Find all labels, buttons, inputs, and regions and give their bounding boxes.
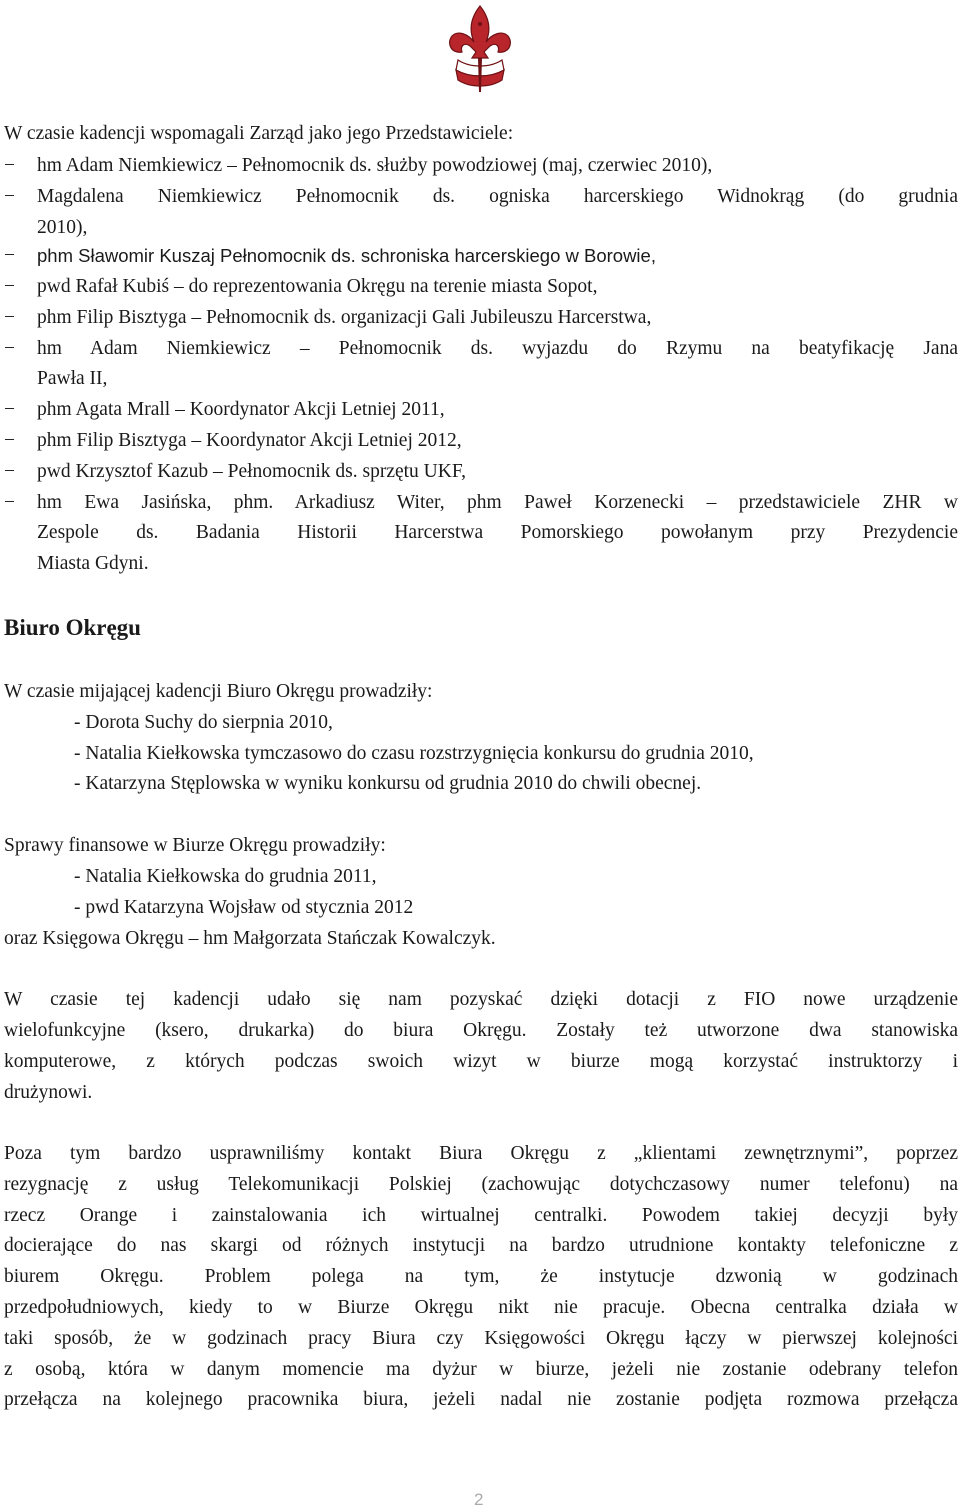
list-dash: − bbox=[4, 399, 15, 420]
list-dash: − bbox=[4, 155, 15, 176]
section-heading: Biuro Okręgu bbox=[4, 615, 141, 640]
paragraph-line: Poza tym bardzo usprawniliśmy kontakt Biura Okręgu z „klientami zewnętrznymi”, poprzez bbox=[4, 1143, 958, 1164]
page-number: 2 bbox=[474, 1490, 484, 1509]
list-item: hm Adam Niemkiewicz – Pełnomocnik ds. służby powodziowej (maj, czerwiec 2010), bbox=[37, 155, 713, 176]
list-dash: − bbox=[4, 276, 15, 297]
list-item: - pwd Katarzyna Wojsław od stycznia 2012 bbox=[74, 897, 414, 918]
list-item: phm Filip Bisztyga – Pełnomocnik ds. organizacji Gali Jubileuszu Harcerstwa, bbox=[37, 307, 652, 328]
paragraph-line: przedpołudniowych, kiedy to w Biurze Okręgu nikt nie pracuje. Obecna centralka działa w bbox=[4, 1297, 958, 1318]
list-item-continuation: Miasta Gdyni. bbox=[37, 553, 149, 574]
list-item: - Katarzyna Stęplowska w wyniku konkursu od grudnia 2010 do chwili obecnej. bbox=[74, 773, 702, 794]
paragraph-line: W czasie tej kadencji udało się nam pozyskać dzięki dotacji z FIO nowe urządzenie bbox=[4, 989, 958, 1010]
finance-intro: Sprawy finansowe w Biurze Okręgu prowadziły: bbox=[4, 835, 386, 856]
list-dash: − bbox=[4, 430, 15, 451]
list-item: pwd Krzysztof Kazub – Pełnomocnik ds. sprzętu UKF, bbox=[37, 461, 466, 482]
list-item: Magdalena Niemkiewicz Pełnomocnik ds. ogniska harcerskiego Widnokrąg (do grudnia bbox=[37, 186, 958, 207]
list-item: phm Sławomir Kuszaj Pełnomocnik ds. schroniska harcerskiego w Borowie, bbox=[37, 245, 656, 266]
paragraph-line: przełącza na kolejnego pracownika biura, jeżeli nadal nie zostanie podjęta rozmowa przełącza bbox=[4, 1389, 958, 1410]
list-item: phm Agata Mrall – Koordynator Akcji Letniej 2011, bbox=[37, 399, 445, 420]
paragraph-line: biurem Okręgu. Problem polega na tym, że instytucje dzwonią w godzinach bbox=[4, 1266, 958, 1287]
representatives-intro: W czasie kadencji wspomagali Zarząd jako jego Przedstawiciele: bbox=[4, 123, 514, 144]
paragraph-line: taki sposób, że w godzinach pracy Biura czy Księgowości Okręgu łączy w pierwszej kolejności bbox=[4, 1328, 958, 1349]
list-dash: − bbox=[4, 338, 15, 359]
paragraph-line: rezygnację z usług Telekomunikacji Polskiej (zachowując dotychczasowy numer telefonu) na bbox=[4, 1174, 958, 1195]
paragraph-line: z osobą, która w danym momencie ma dyżur w biurze, jeżeli nie zostanie odebrany telefon bbox=[4, 1359, 958, 1380]
list-item-continuation: Pawła II, bbox=[37, 368, 108, 389]
list-item-continuation: 2010), bbox=[37, 217, 88, 238]
paragraph-line: rzecz Orange i zainstalowania ich wirtualnej centralki. Powodem takiej decyzji były bbox=[4, 1205, 958, 1226]
list-item-continuation: Zespole ds. Badania Historii Harcerstwa Pomorskiego powołanym przy Prezydencie bbox=[37, 522, 958, 543]
office-intro: W czasie mijającej kadencji Biuro Okręgu prowadziły: bbox=[4, 681, 433, 702]
paragraph-line: komputerowe, z których podczas swoich wizyt w biurze mogą korzystać instruktorzy i bbox=[4, 1051, 958, 1072]
paragraph-line: docierające do nas skargi od różnych instytucji na bardzo utrudnione kontakty telefoniczne z bbox=[4, 1235, 958, 1256]
scout-lily-logo-icon bbox=[438, 0, 522, 96]
list-item: - Dorota Suchy do sierpnia 2010, bbox=[74, 712, 333, 733]
paragraph-line: drużynowi. bbox=[4, 1082, 93, 1103]
list-dash: − bbox=[4, 307, 15, 328]
list-dash: − bbox=[4, 461, 15, 482]
list-dash: − bbox=[4, 492, 15, 513]
list-item: pwd Rafał Kubiś – do reprezentowania Okręgu na terenie miasta Sopot, bbox=[37, 276, 598, 297]
list-item: - Natalia Kiełkowska tymczasowo do czasu rozstrzygnięcia konkursu do grudnia 2010, bbox=[74, 743, 754, 764]
list-item: hm Adam Niemkiewicz – Pełnomocnik ds. wyjazdu do Rzymu na beatyfikację Jana bbox=[37, 338, 958, 359]
list-item: phm Filip Bisztyga – Koordynator Akcji Letniej 2012, bbox=[37, 430, 462, 451]
paragraph-line: wielofunkcyjne (ksero, drukarka) do biura Okręgu. Zostały też utworzone dwa stanowiska bbox=[4, 1020, 958, 1041]
list-item: - Natalia Kiełkowska do grudnia 2011, bbox=[74, 866, 377, 887]
finance-outro: oraz Księgowa Okręgu – hm Małgorzata Stańczak Kowalczyk. bbox=[4, 928, 496, 949]
list-item: hm Ewa Jasińska, phm. Arkadiusz Witer, phm Paweł Korzenecki – przedstawiciele ZHR w bbox=[37, 492, 958, 513]
list-dash: − bbox=[4, 245, 15, 266]
list-dash: − bbox=[4, 186, 15, 207]
